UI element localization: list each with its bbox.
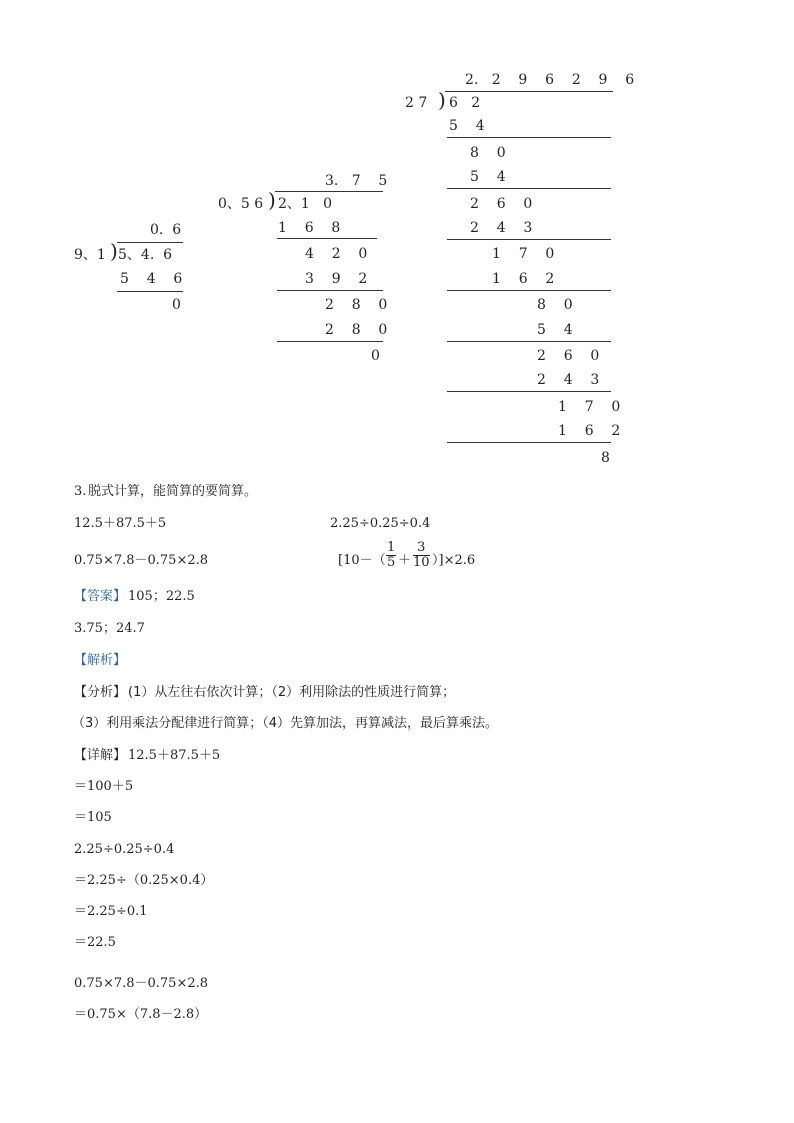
expression-3: 0.75×7.8－0.75×2.8: [74, 553, 209, 568]
div3-step-line: [447, 188, 611, 189]
problem-number: 3.: [74, 484, 87, 499]
fenxi-line-1: (1）从左往右依次计算；（2）利用除法的性质进行简算；: [128, 685, 456, 700]
div3-step: 5 4: [470, 169, 506, 185]
expression-4-prefix: [10－（: [338, 553, 386, 568]
plus-sign: ＋: [398, 553, 412, 568]
div3-step-line: [447, 341, 611, 342]
div2-step: 2 8 0: [325, 297, 388, 313]
div1-quotient: 0. 6: [150, 222, 182, 238]
expression-2: 2.25÷0.25÷0.4: [330, 516, 431, 531]
div3-step: 5 4: [537, 322, 573, 338]
fenxi-label: 【分析】: [74, 685, 127, 700]
div3-divisor: 2 7: [405, 95, 428, 111]
div2-dividend: 2、1 0: [278, 196, 333, 212]
div2-step: 2 8 0: [325, 322, 388, 338]
div3-step: 1 6 2: [492, 271, 555, 287]
div3-dividend: 6 2: [449, 95, 481, 111]
detail-step: 0.75×7.8－0.75×2.8: [74, 976, 209, 991]
detail-label: 【详解】: [74, 748, 127, 763]
fraction-one-fifth: $\frac{1}{5}$: [387, 540, 396, 570]
fraction-three-tenths: $\frac{3}{10}$: [413, 540, 430, 570]
detail-step: ＝22.5: [74, 935, 116, 950]
div1-remainder: 0: [172, 297, 181, 313]
div1-step-line: [117, 291, 183, 292]
div3-step: 2 6 0: [470, 196, 533, 212]
detail-step: ＝100＋5: [74, 779, 134, 794]
div3-step: 2 4 3: [537, 372, 600, 388]
div3-top-line: [445, 91, 613, 92]
problem-title: 脱式计算，能简算的要简算。: [88, 484, 258, 499]
div3-step: 8 0: [470, 145, 506, 161]
answer-line-1: 105；22.5: [128, 589, 195, 604]
detail-step: 2.25÷0.25÷0.4: [74, 842, 175, 857]
expression-4-suffix: ）]×2.6: [432, 553, 476, 568]
div3-step: 5 4: [449, 118, 485, 134]
div3-step-line: [447, 442, 611, 443]
div3-step-line: [447, 290, 611, 291]
div2-step-line: [277, 238, 377, 239]
div2-step-line: [277, 341, 383, 342]
div3-quotient: 2. 2 9 6 2 9 6: [465, 72, 635, 88]
div3-step-line: [447, 391, 611, 392]
div2-step-line: [277, 290, 383, 291]
detail-step: ＝105: [74, 810, 112, 825]
div3-step: 8 0: [537, 297, 573, 313]
div3-remainder: 8: [601, 450, 610, 466]
div2-remainder: 0: [371, 348, 380, 364]
div2-step: 1 6 8: [278, 220, 341, 236]
div3-bracket: ): [438, 88, 446, 112]
analysis-label: 【解析】: [74, 653, 127, 668]
div2-bracket: ): [268, 188, 276, 212]
div2-top-line: [275, 191, 383, 192]
detail-step: ＝0.75×（7.8－2.8）: [74, 1007, 208, 1022]
div3-step-line: [447, 137, 611, 138]
detail-step: 12.5＋87.5＋5: [128, 748, 221, 763]
answer-line-2: 3.75；24.7: [74, 621, 145, 636]
div3-step-line: [447, 239, 611, 240]
div3-step: 2 6 0: [537, 348, 600, 364]
div1-dividend: 5、4. 6: [118, 247, 173, 263]
div3-step: 1 7 0: [558, 399, 621, 415]
div3-step: 1 7 0: [492, 246, 555, 262]
div2-step: 3 9 2: [305, 271, 368, 287]
detail-step: ＝2.25÷（0.25×0.4）: [74, 873, 214, 888]
answer-label: 【答案】: [74, 589, 127, 604]
expression-1: 12.5＋87.5＋5: [74, 516, 167, 531]
div3-step: 1 6 2: [558, 423, 621, 439]
div1-divisor: 9、1: [74, 247, 106, 263]
div1-bracket: ): [110, 239, 118, 263]
div1-top-line: [117, 242, 183, 243]
div2-quotient: 3. 7 5: [325, 173, 388, 189]
fenxi-line-2: （3）利用乘法分配律进行简算；（4）先算加法，再算减法，最后算乘法。: [72, 716, 499, 731]
detail-step: ＝2.25÷0.1: [74, 904, 148, 919]
div3-step: 2 4 3: [470, 220, 533, 236]
div2-step: 4 2 0: [305, 246, 368, 262]
div2-divisor: 0、5 6: [218, 196, 264, 212]
div1-step: 5 4 6: [120, 271, 183, 287]
